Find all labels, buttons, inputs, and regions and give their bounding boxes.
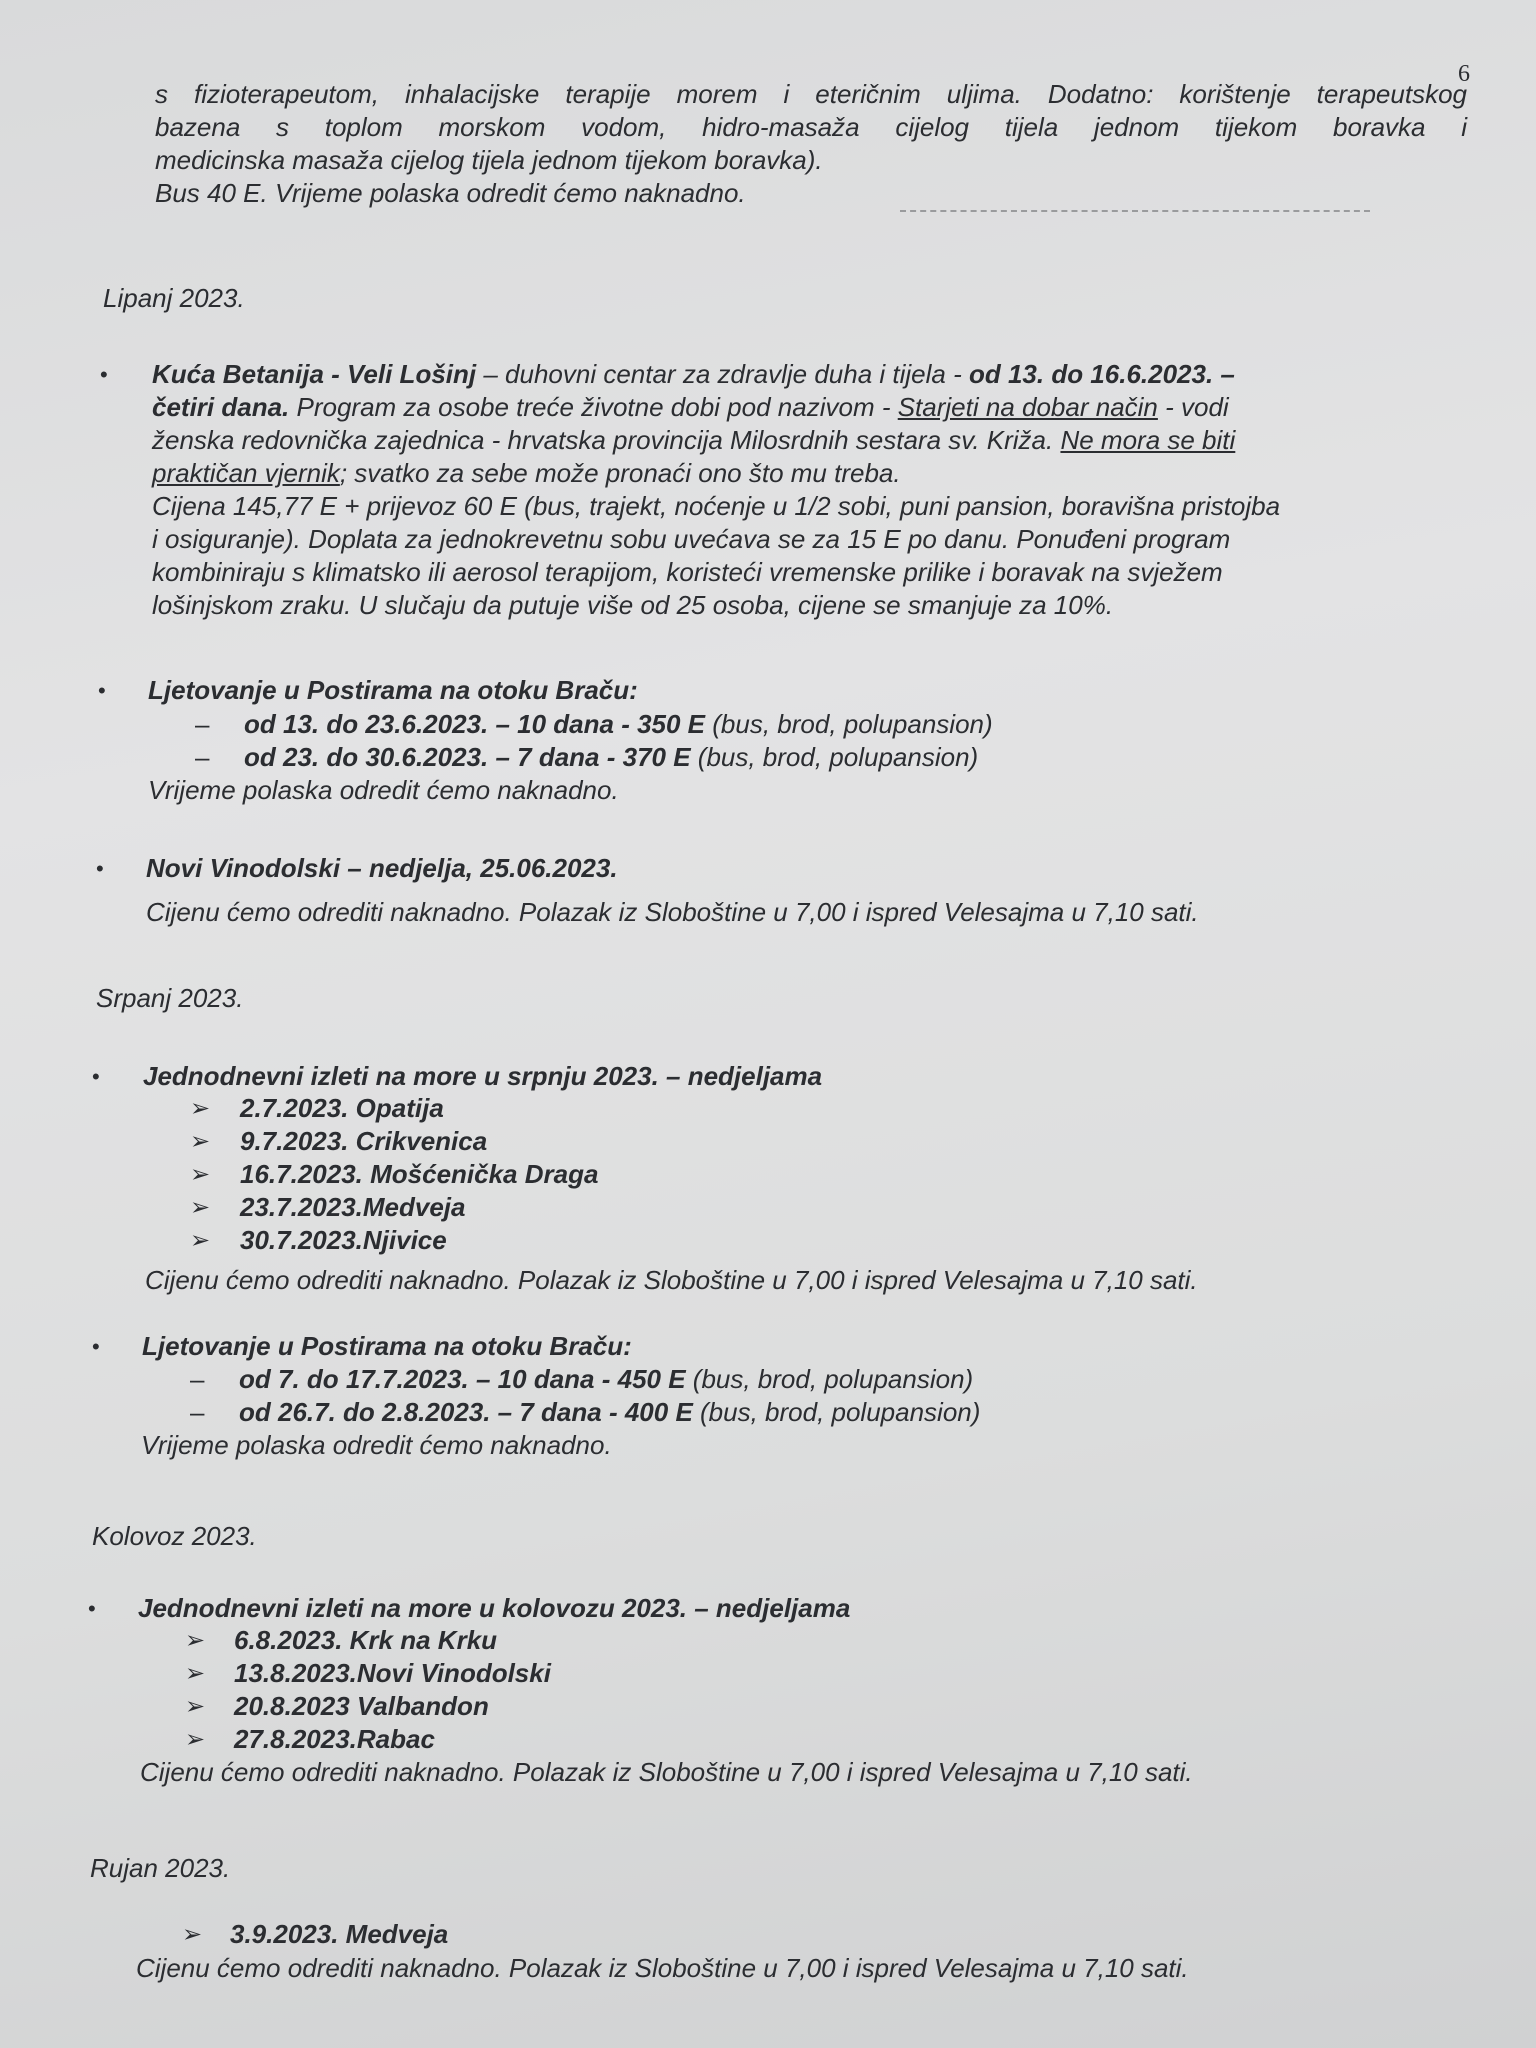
- july-trip-item: 2.7.2023. Opatija: [240, 1093, 444, 1123]
- page-number: 6: [1458, 61, 1470, 87]
- postira-june-item: od 23. do 30.6.2023. – 7 dana - 370 E (bus, brod, polupansion): [244, 742, 979, 772]
- betanija-title: Kuća Betanija - Veli Lošinj: [152, 359, 477, 389]
- postira-july-item: od 7. do 17.7.2023. – 10 dana - 450 E (bus, brod, polupansion): [239, 1364, 974, 1394]
- betanija-paragraph: [152, 358, 1470, 622]
- betanija-program: Program za osobe treće životne dobi pod nazivom -: [289, 392, 898, 422]
- july-trip-item: 16.7.2023. Mošćenička Draga: [240, 1159, 599, 1189]
- arrow-bullet-icon: ➢: [190, 1095, 211, 1122]
- intro-paragraph: [155, 78, 1467, 210]
- bullet-icon: •: [92, 1334, 100, 1359]
- dashed-rule: [900, 210, 1370, 212]
- betanija-program-name: Starjeti na dobar način: [897, 392, 1158, 422]
- betanija-dates: od 13. do 16.6.2023. –: [968, 359, 1235, 389]
- vinodolski-title: Novi Vinodolski – nedjelja, 25.06.2023.: [146, 853, 618, 883]
- vinodolski-note: Cijenu ćemo odrediti naknadno. Polazak iz Sloboštine u 7,00 i ispred Velesajma u 7,10 sati.: [146, 897, 1199, 927]
- betanija-program-end: - vodi: [1157, 392, 1229, 422]
- september-trip-item: 3.9.2023. Medveja: [230, 1919, 449, 1949]
- arrow-bullet-icon: ➢: [190, 1161, 211, 1188]
- postira-june-item: od 13. do 23.6.2023. – 10 dana - 350 E (bus, brod, polupansion): [244, 709, 993, 739]
- betanija-price-line: lošinjskom zraku. U slučaju da putuje više od 25 osoba, cijene se smanjuje za 10%.: [152, 590, 1114, 620]
- bullet-icon: •: [96, 856, 104, 881]
- july-trip-item: 30.7.2023.Njivice: [240, 1225, 447, 1255]
- july-trips-title: Jednodnevni izleti na more u srpnju 2023. – nedjeljama: [143, 1061, 823, 1091]
- arrow-bullet-icon: ➢: [190, 1128, 211, 1155]
- bullet-icon: •: [92, 1064, 100, 1089]
- intro-line: bazena s toplom morskom vodom, hidro-masaža cijelog tijela jednom tijekom boravka i: [155, 112, 1467, 142]
- bullet-icon: •: [88, 1596, 96, 1621]
- arrow-bullet-icon: ➢: [190, 1227, 211, 1254]
- betanija-price-line: i osiguranje). Doplata za jednokrevetnu sobu uvećava se za 15 E po danu. Ponuđeni program: [152, 524, 1231, 554]
- postira-july-item: od 26.7. do 2.8.2023. – 7 dana - 400 E (bus, brod, polupansion): [239, 1397, 981, 1427]
- betanija-note-underlined-2: praktičan vjernik: [152, 458, 340, 488]
- arrow-bullet-icon: ➢: [185, 1627, 206, 1654]
- arrow-bullet-icon: ➢: [185, 1726, 206, 1753]
- betanija-note-rest: ; svatko za sebe može pronaći ono što mu treba.: [339, 458, 901, 488]
- dash-icon: –: [190, 1397, 205, 1427]
- betanija-duration: četiri dana.: [152, 392, 290, 422]
- betanija-price-line: Cijena 145,77 E + prijevoz 60 E (bus, trajekt, noćenje u 1/2 sobi, puni pansion, boravišna pristojba: [152, 491, 1281, 521]
- postira-june-title: Ljetovanje u Postirama na otoku Braču:: [148, 675, 638, 705]
- september-note: Cijenu ćemo odrediti naknadno. Polazak iz Sloboštine u 7,00 i ispred Velesajma u 7,10 sati.: [136, 1953, 1189, 1983]
- august-trip-item: 27.8.2023.Rabac: [234, 1724, 435, 1754]
- bullet-icon: •: [100, 362, 108, 387]
- intro-line: Bus 40 E. Vrijeme polaska odredit ćemo naknadno.: [155, 178, 746, 208]
- postira-july-note: Vrijeme polaska odredit ćemo naknadno.: [141, 1430, 612, 1460]
- dash-icon: –: [195, 709, 210, 739]
- august-trips-title: Jednodnevni izleti na more u kolovozu 2023. – nedjeljama: [138, 1593, 851, 1623]
- month-heading-september: Rujan 2023.: [90, 1853, 231, 1883]
- month-heading-june: Lipanj 2023.: [103, 283, 245, 313]
- august-trip-item: 20.8.2023 Valbandon: [234, 1691, 489, 1721]
- intro-line: medicinska masaža cijelog tijela jednom tijekom boravka).: [155, 145, 823, 175]
- arrow-bullet-icon: ➢: [185, 1693, 206, 1720]
- arrow-bullet-icon: ➢: [185, 1660, 206, 1687]
- postira-july-title: Ljetovanje u Postirama na otoku Braču:: [142, 1331, 632, 1361]
- arrow-bullet-icon: ➢: [190, 1194, 211, 1221]
- august-trips-note: Cijenu ćemo odrediti naknadno. Polazak iz Sloboštine u 7,00 i ispred Velesajma u 7,10 sati.: [140, 1757, 1193, 1787]
- postira-june-note: Vrijeme polaska odredit ćemo naknadno.: [148, 775, 619, 805]
- betanija-price-line: kombiniraju s klimatsko ili aerosol terapijom, koristeći vremenske prilike i boravak na svježem: [152, 557, 1223, 587]
- betanija-desc: – duhovni centar za zdravlje duha i tijela -: [476, 359, 969, 389]
- dash-icon: –: [195, 742, 210, 772]
- dash-icon: –: [190, 1364, 205, 1394]
- august-trip-item: 6.8.2023. Krk na Krku: [234, 1625, 498, 1655]
- betanija-note-underlined: Ne mora se biti: [1060, 425, 1236, 455]
- july-trip-item: 23.7.2023.Medveja: [240, 1192, 466, 1222]
- betanija-community: ženska redovnička zajednica - hrvatska provincija Milosrdnih sestara sv. Križa.: [152, 425, 1061, 455]
- intro-line: s fizioterapeutom, inhalacijske terapije morem i eteričnim uljima. Dodatno: korištenje terapeutskog: [155, 79, 1467, 109]
- arrow-bullet-icon: ➢: [182, 1921, 203, 1948]
- month-heading-august: Kolovoz 2023.: [92, 1521, 257, 1551]
- july-trips-note: Cijenu ćemo odrediti naknadno. Polazak iz Sloboštine u 7,00 i ispred Velesajma u 7,10 sati.: [145, 1265, 1198, 1295]
- month-heading-july: Srpanj 2023.: [96, 983, 244, 1013]
- bullet-icon: •: [98, 678, 106, 703]
- july-trip-item: 9.7.2023. Crikvenica: [240, 1126, 488, 1156]
- august-trip-item: 13.8.2023.Novi Vinodolski: [234, 1658, 551, 1688]
